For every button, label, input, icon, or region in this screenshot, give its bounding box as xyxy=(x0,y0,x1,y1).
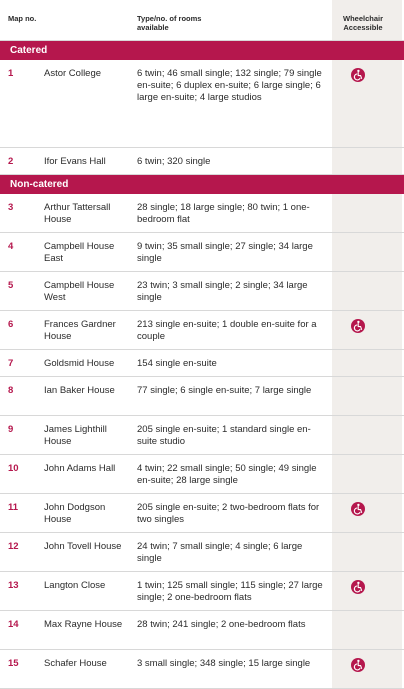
hall-name: John Tovell House xyxy=(44,541,122,552)
table-row xyxy=(0,572,404,611)
map-number: 1 xyxy=(8,68,14,79)
table-row xyxy=(0,60,404,148)
room-types: 4 twin; 22 small single; 50 single; 49 single en-suite; 28 large single xyxy=(137,463,317,486)
table-row xyxy=(0,611,404,650)
wheelchair-icon xyxy=(351,502,365,516)
room-types: 28 twin; 241 single; 2 one-bedroom flats xyxy=(137,619,306,630)
hall-name: John Adams Hall xyxy=(44,463,116,474)
table-row xyxy=(0,416,404,455)
map-number: 10 xyxy=(8,463,19,474)
table-row xyxy=(0,650,404,689)
table-row xyxy=(0,311,404,350)
room-types: 77 single; 6 single en-suite; 7 large single xyxy=(137,385,312,396)
room-types: 6 twin; 320 single xyxy=(137,156,211,167)
map-number: 9 xyxy=(8,424,14,435)
hall-name: Max Rayne House xyxy=(44,619,123,630)
table-row xyxy=(0,455,404,494)
wheelchair-icon xyxy=(351,658,365,672)
wheelchair-icon xyxy=(351,68,365,82)
header-map-no: Map no. xyxy=(8,14,37,23)
hall-name: Ian Baker House xyxy=(44,385,115,396)
room-types: 6 twin; 46 small single; 132 single; 79 single en-suite; 6 duplex en-suite; 6 large single; 6 large en-suite; 4 large studios xyxy=(137,68,322,103)
wheelchair-icon xyxy=(351,319,365,333)
hall-name: John Dodgson House xyxy=(44,502,106,525)
table-row xyxy=(0,148,404,175)
room-types: 213 single en-suite; 1 double en-suite for a couple xyxy=(137,319,317,342)
section-non-catered: Non-catered xyxy=(0,175,404,194)
map-number: 6 xyxy=(8,319,14,330)
map-number: 5 xyxy=(8,280,14,291)
map-number: 12 xyxy=(8,541,19,552)
header-wheelchair: Wheelchair Accessible xyxy=(342,14,383,32)
room-types: 23 twin; 3 small single; 2 single; 34 large single xyxy=(137,280,308,303)
map-number: 15 xyxy=(8,658,19,669)
hall-name: Schafer House xyxy=(44,658,107,669)
hall-name: Ifor Evans Hall xyxy=(44,156,106,167)
table-row xyxy=(0,194,404,233)
hall-name: Arthur Tattersall House xyxy=(44,202,111,225)
room-types: 24 twin; 7 small single; 4 single; 6 large single xyxy=(137,541,303,564)
room-types: 3 small single; 348 single; 15 large single xyxy=(137,658,311,669)
hall-name: Frances Gardner House xyxy=(44,319,116,342)
table-row xyxy=(0,494,404,533)
wheelchair-icon xyxy=(351,580,365,594)
map-number: 8 xyxy=(8,385,14,396)
hall-name: Campbell House West xyxy=(44,280,115,303)
room-types: 154 single en-suite xyxy=(137,358,217,369)
map-number: 11 xyxy=(8,502,19,513)
map-number: 7 xyxy=(8,358,14,369)
table-header xyxy=(0,0,404,41)
table-row xyxy=(0,350,404,377)
map-number: 3 xyxy=(8,202,14,213)
room-types: 9 twin; 35 small single; 27 single; 34 large single xyxy=(137,241,313,264)
map-number: 4 xyxy=(8,241,14,252)
table-row xyxy=(0,533,404,572)
hall-name: Astor College xyxy=(44,68,102,79)
map-number: 14 xyxy=(8,619,19,630)
table-row xyxy=(0,272,404,311)
table-row xyxy=(0,377,404,416)
table-body xyxy=(0,41,404,689)
table-row xyxy=(0,233,404,272)
hall-name: Goldsmid House xyxy=(44,358,115,369)
section-catered: Catered xyxy=(0,41,404,60)
room-types: 1 twin; 125 small single; 115 single; 27 large single; 2 one-bedroom flats xyxy=(137,580,323,603)
room-types: 28 single; 18 large single; 80 twin; 1 one-bedroom flat xyxy=(137,202,310,225)
hall-name: Campbell House East xyxy=(44,241,115,264)
room-types: 205 single en-suite; 1 standard single en-suite studio xyxy=(137,424,311,447)
room-types: 205 single en-suite; 2 two-bedroom flats for two singles xyxy=(137,502,320,525)
map-number: 13 xyxy=(8,580,19,591)
hall-name: James Lighthill House xyxy=(44,424,107,447)
header-type: Type/no. of rooms available xyxy=(137,14,202,32)
map-number: 2 xyxy=(8,156,14,167)
hall-name: Langton Close xyxy=(44,580,106,591)
